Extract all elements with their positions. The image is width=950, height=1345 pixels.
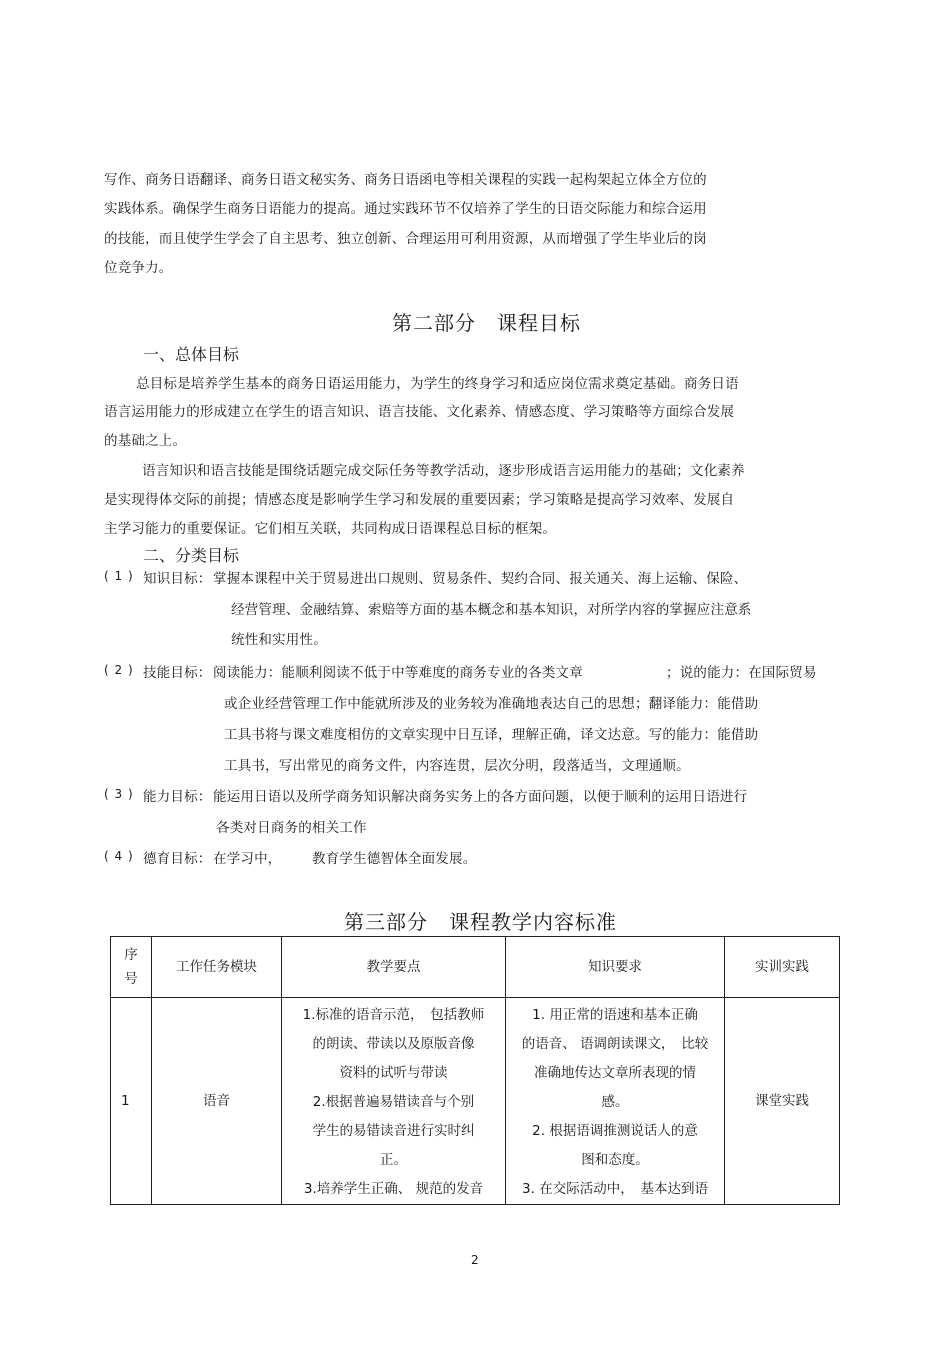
goal-4-line-1b: 教育学生德智体全面发展。 xyxy=(312,851,477,867)
part2-title: 第二部分 课程目标 xyxy=(392,311,581,335)
intro-line-2: 实践体系。确保学生商务日语能力的提高。通过实践环节不仅培养了学生的日语交际能力和综合运用 xyxy=(104,201,707,217)
row-1-knowledge-line: 图和态度。 xyxy=(581,1152,649,1168)
row-1-knowledge-line: 准确地传达文章所表现的情 xyxy=(534,1065,696,1081)
goal-4-number: ( 4 ) xyxy=(104,849,134,863)
goal-2-line-2: 或企业经营管理工作中能就所涉及的业务较为准确地表达自己的思想；翻译能力：能借助 xyxy=(224,696,759,712)
row-1-points-line: 3.培养学生正确、 规范的发音 xyxy=(303,1181,484,1197)
intro-line-3: 的技能，而且使学生学会了自主思考、独立创新、合理运用可利用资源，从而增强了学生毕业后的岗 xyxy=(104,231,707,247)
goal-1-line-1: 掌握本课程中关于贸易进出口规则、贸易条件、契约合同、报关通关、海上运输、保险、 xyxy=(213,571,748,587)
header-module: 工作任务模块 xyxy=(152,937,282,998)
row-1-points xyxy=(282,998,506,1205)
header-knowledge: 知识要求 xyxy=(506,937,725,998)
row-1-knowledge-line: 3. 在交际活动中， 基本达到语 xyxy=(522,1181,708,1197)
row-1-seq: 1 xyxy=(111,998,152,1205)
header-seq-top: 序 xyxy=(124,947,138,963)
overall-para2-line-3: 主学习能力的重要保证。它们相互关联，共同构成日语课程总目标的框架。 xyxy=(104,521,557,537)
overall-para2-line-2: 是实现得体交际的前提；情感态度是影响学生学习和发展的重要因素；学习策略是提高学习效率、发展自 xyxy=(104,492,735,508)
row-1-knowledge-line: 感。 xyxy=(601,1094,629,1110)
goal-2-label: 技能目标： xyxy=(143,665,212,681)
part3-title: 第三部分 课程教学内容标准 xyxy=(344,910,617,934)
goal-2-line-3: 工具书将与课文难度相仿的文章实现中日互译，理解正确，译文达意。写的能力：能借助 xyxy=(224,727,759,743)
header-points: 教学要点 xyxy=(282,937,506,998)
row-1-knowledge-line: 1. 用正常的语速和基本正确 xyxy=(532,1007,698,1023)
header-seq-bottom: 号 xyxy=(124,971,138,987)
page-number: 2 xyxy=(471,1253,479,1267)
goal-3-label: 能力目标： xyxy=(143,789,212,805)
goal-2-line-1b: ；说的能力：在国际贸易 xyxy=(666,665,817,681)
row-1-points-line: 的朗读、带读以及原版音像 xyxy=(312,1036,475,1052)
goal-3-line-2: 各类对日商务的相关工作 xyxy=(216,820,367,836)
row-1-points-line: 正。 xyxy=(380,1152,407,1168)
overall-para1-line-3: 的基础之上。 xyxy=(104,433,187,449)
table-row xyxy=(111,998,840,1205)
goal-2-line-4: 工具书，写出常见的商务文件，内容连贯，层次分明，段落适当，文理通顺。 xyxy=(224,758,690,774)
row-1-module: 语音 xyxy=(152,998,282,1205)
row-1-knowledge-line: 2. 根据语调推测说话人的意 xyxy=(532,1123,698,1139)
goal-4-line-1a: 在学习中， xyxy=(213,851,282,867)
goal-1-number: ( 1 ) xyxy=(104,569,134,583)
goal-1-line-3: 统性和实用性。 xyxy=(231,632,327,648)
row-1-knowledge-line: 的语音、 语调朗读课文， 比较 xyxy=(521,1036,709,1052)
goal-1-label: 知识目标： xyxy=(143,571,212,587)
overall-para1-line-2: 语言运用能力的形成建立在学生的语言知识、语言技能、文化素养、情感态度、学习策略等方面综合发展 xyxy=(104,404,735,420)
overall-para2-line-1: 语言知识和语言技能是围绕话题完成交际任务等教学活动，逐步形成语言运用能力的基础；文化素养 xyxy=(142,463,745,479)
goal-2-line-1a: 阅读能力：能顺利阅读不低于中等难度的商务专业的各类文章 xyxy=(213,665,583,681)
intro-line-4: 位竞争力。 xyxy=(104,260,173,276)
overall-para1-line-1: 总目标是培养学生基本的商务日语运用能力，为学生的终身学习和适应岗位需求奠定基础。商务日语 xyxy=(136,376,739,392)
row-1-points-line: 1.标准的语音示范， 包括教师 xyxy=(302,1007,485,1023)
header-practice: 实训实践 xyxy=(725,937,840,998)
intro-line-1: 写作、商务日语翻译、商务日语文秘实务、商务日语函电等相关课程的实践一起构架起立体全方位的 xyxy=(104,172,707,188)
row-1-points-line: 资料的试听与带读 xyxy=(339,1065,448,1081)
course-content-table xyxy=(110,936,840,1205)
goal-3-number: ( 3 ) xyxy=(104,787,134,801)
header-seq xyxy=(111,937,152,998)
goal-2-number: ( 2 ) xyxy=(104,663,134,677)
row-1-points-line: 学生的易错读音进行实时纠 xyxy=(312,1123,475,1139)
goal-4-label: 德育目标： xyxy=(143,851,212,867)
goal-3-line-1: 能运用日语以及所学商务知识解决商务实务上的各方面问题，以便于顺利的运用日语进行 xyxy=(213,789,748,805)
row-1-points-line: 2.根据普遍易错读音与个别 xyxy=(312,1094,475,1110)
table-header-row xyxy=(111,937,840,998)
goal-1-line-2: 经营管理、金融结算、索赔等方面的基本概念和基本知识，对所学内容的掌握应注意系 xyxy=(231,602,752,618)
row-1-knowledge xyxy=(506,998,725,1205)
row-1-practice: 课堂实践 xyxy=(725,998,840,1205)
classified-heading: 二、分类目标 xyxy=(143,546,240,565)
overall-heading: 一、总体目标 xyxy=(143,345,240,364)
